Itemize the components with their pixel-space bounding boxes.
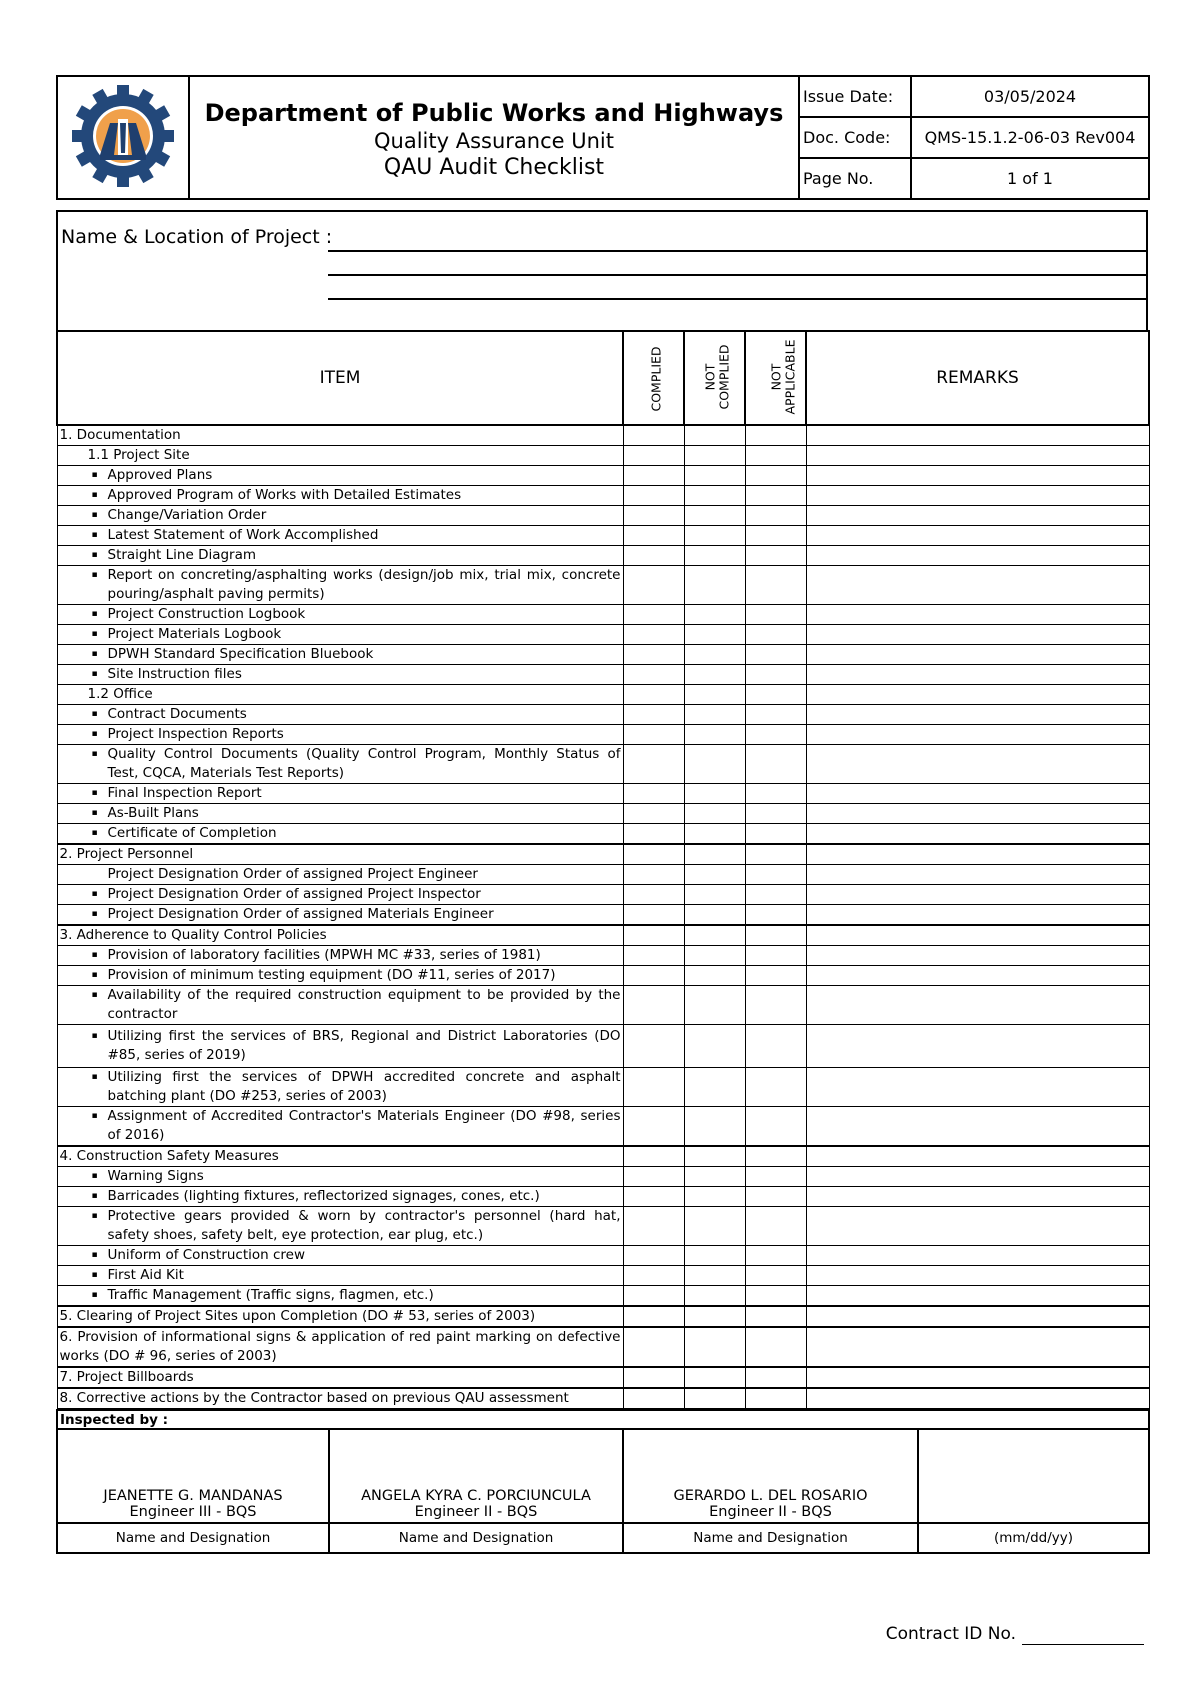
not-complied-cell[interactable] xyxy=(684,804,745,824)
not-applicable-cell[interactable] xyxy=(745,1246,806,1266)
not-applicable-cell[interactable] xyxy=(745,526,806,546)
complied-cell[interactable] xyxy=(623,446,684,466)
remarks-cell[interactable] xyxy=(806,1068,1149,1107)
checklist-item-text: ▪ Barricades (lighting fixtures, reflectorized signages, cones, etc.) xyxy=(57,1187,623,1207)
checklist-row xyxy=(57,486,1149,506)
not-applicable-cell[interactable] xyxy=(745,1167,806,1187)
checklist-row xyxy=(57,1167,1149,1187)
complied-cell[interactable] xyxy=(623,486,684,506)
checklist-item-text: Project Designation Order of assigned Project Engineer xyxy=(57,865,623,885)
checklist-row xyxy=(57,725,1149,745)
complied-cell[interactable] xyxy=(623,1246,684,1266)
checklist-row xyxy=(57,865,1149,885)
not-complied-cell[interactable] xyxy=(684,486,745,506)
signatory-2-name: ANGELA KYRA C. PORCIUNCULA xyxy=(361,1488,591,1504)
not-complied-cell[interactable] xyxy=(684,665,745,685)
not-complied-cell[interactable] xyxy=(684,905,745,926)
checklist-item-text: ▪ Provision of laboratory facilities (MPWH MC #33, series of 1981) xyxy=(57,946,623,966)
not-complied-cell[interactable] xyxy=(684,1207,745,1246)
not-complied-cell[interactable] xyxy=(684,605,745,625)
checklist-row xyxy=(57,1306,1149,1327)
not-applicable-cell[interactable] xyxy=(745,546,806,566)
not-applicable-cell[interactable] xyxy=(745,566,806,605)
complied-cell[interactable] xyxy=(623,1306,684,1327)
name-designation-label-1: Name and Designation xyxy=(57,1523,329,1553)
not-complied-cell[interactable] xyxy=(684,784,745,804)
not-complied-cell[interactable] xyxy=(684,966,745,986)
remarks-cell[interactable] xyxy=(806,665,1149,685)
contract-id-label: Contract ID No. xyxy=(885,1624,1016,1644)
complied-cell[interactable] xyxy=(623,1207,684,1246)
not-complied-cell[interactable] xyxy=(684,865,745,885)
checklist-row xyxy=(57,925,1149,946)
header-title-block xyxy=(189,76,799,199)
not-applicable-cell[interactable] xyxy=(745,946,806,966)
checklist-item-text: ▪ Project Inspection Reports xyxy=(57,725,623,745)
checklist-row xyxy=(57,645,1149,665)
checklist-row xyxy=(57,1187,1149,1207)
not-complied-cell[interactable] xyxy=(684,725,745,745)
complied-cell[interactable] xyxy=(623,946,684,966)
checklist-item-text: ▪ Traffic Management (Traffic signs, flagmen, etc.) xyxy=(57,1286,623,1307)
checklist-row xyxy=(57,425,1149,446)
not-applicable-cell[interactable] xyxy=(745,625,806,645)
not-complied-cell[interactable] xyxy=(684,745,745,784)
checklist-row xyxy=(57,1207,1149,1246)
not-complied-cell[interactable] xyxy=(684,1068,745,1107)
complied-cell[interactable] xyxy=(623,745,684,784)
not-applicable-cell[interactable] xyxy=(745,705,806,725)
project-name-label: Name & Location of Project : xyxy=(61,226,333,248)
not-complied-column-header: NOT COMPLIED xyxy=(684,331,745,425)
not-applicable-cell[interactable] xyxy=(745,1367,806,1388)
remarks-cell[interactable] xyxy=(806,905,1149,926)
project-name-line[interactable] xyxy=(328,250,1146,252)
checklist-item-text: ▪ As-Built Plans xyxy=(57,804,623,824)
complied-cell[interactable] xyxy=(623,905,684,926)
not-applicable-cell[interactable] xyxy=(745,645,806,665)
not-complied-cell[interactable] xyxy=(684,685,745,705)
not-applicable-cell[interactable] xyxy=(745,905,806,926)
remarks-cell[interactable] xyxy=(806,705,1149,725)
complied-cell[interactable] xyxy=(623,1367,684,1388)
not-complied-cell[interactable] xyxy=(684,946,745,966)
checklist-item-text: ▪ Quality Control Documents (Quality Control Program, Monthly Status of Test, CQCA, Materials Test Reports) xyxy=(57,745,623,784)
checklist-item-text: 4. Construction Safety Measures xyxy=(57,1146,623,1167)
checklist-item-text: ▪ Site Instruction files xyxy=(57,665,623,685)
checklist-header-row xyxy=(57,331,1149,425)
project-location-line[interactable] xyxy=(328,274,1146,276)
checklist-item-text: ▪ Uniform of Construction crew xyxy=(57,1246,623,1266)
not-applicable-cell[interactable] xyxy=(745,844,806,865)
complied-cell[interactable] xyxy=(623,986,684,1025)
remarks-cell[interactable] xyxy=(806,1367,1149,1388)
remarks-cell[interactable] xyxy=(806,1388,1149,1409)
checklist-row xyxy=(57,1286,1149,1307)
not-applicable-cell[interactable] xyxy=(745,605,806,625)
remarks-cell[interactable] xyxy=(806,526,1149,546)
signatory-2[interactable] xyxy=(329,1429,623,1523)
not-complied-cell[interactable] xyxy=(684,1187,745,1207)
remarks-cell[interactable] xyxy=(806,625,1149,645)
checklist-row xyxy=(57,784,1149,804)
remarks-cell[interactable] xyxy=(806,605,1149,625)
not-applicable-cell[interactable] xyxy=(745,745,806,784)
remarks-column-header: REMARKS xyxy=(806,331,1149,425)
checklist-item-text: ▪ Availability of the required construction equipment to be provided by the contractor xyxy=(57,986,623,1025)
complied-cell[interactable] xyxy=(623,865,684,885)
checklist-item-text: ▪ Project Designation Order of assigned Project Inspector xyxy=(57,885,623,905)
not-applicable-cell[interactable] xyxy=(745,1068,806,1107)
complied-cell[interactable] xyxy=(623,1266,684,1286)
remarks-cell[interactable] xyxy=(806,1286,1149,1307)
checklist-table xyxy=(56,330,1150,1409)
checklist-item-text: ▪ Latest Statement of Work Accomplished xyxy=(57,526,623,546)
checklist-item-text: 1.1 Project Site xyxy=(57,446,623,466)
org-name: Department of Public Works and Highways xyxy=(204,99,784,127)
remarks-cell[interactable] xyxy=(806,506,1149,526)
remarks-cell[interactable] xyxy=(806,966,1149,986)
not-applicable-cell[interactable] xyxy=(745,1146,806,1167)
checklist-row xyxy=(57,705,1149,725)
not-complied-cell[interactable] xyxy=(684,625,745,645)
remarks-cell[interactable] xyxy=(806,645,1149,665)
remarks-cell[interactable] xyxy=(806,865,1149,885)
not-complied-cell[interactable] xyxy=(684,824,745,845)
not-complied-cell[interactable] xyxy=(684,566,745,605)
checklist-item-text: ▪ Assignment of Accredited Contractor's Materials Engineer (DO #98, series of 2016) xyxy=(57,1107,623,1147)
not-applicable-cell[interactable] xyxy=(745,486,806,506)
complied-cell[interactable] xyxy=(623,645,684,665)
page-no-label: Page No. xyxy=(799,158,911,199)
checklist-row xyxy=(57,905,1149,926)
checklist-item-text: ▪ Protective gears provided & worn by contractor's personnel (hard hat, safety shoes, safety belt, eye protection, ear plug, etc.) xyxy=(57,1207,623,1246)
checklist-item-text: ▪ DPWH Standard Specification Bluebook xyxy=(57,645,623,665)
checklist-row xyxy=(57,1107,1149,1147)
unit-name: Quality Assurance Unit xyxy=(374,129,614,153)
checklist-item-text: ▪ Approved Plans xyxy=(57,466,623,486)
complied-column-header: COMPLIED xyxy=(623,331,684,425)
complied-cell[interactable] xyxy=(623,725,684,745)
checklist-row xyxy=(57,625,1149,645)
complied-cell[interactable] xyxy=(623,966,684,986)
remarks-cell[interactable] xyxy=(806,685,1149,705)
not-complied-cell[interactable] xyxy=(684,885,745,905)
contract-id xyxy=(886,1624,1144,1645)
document-title: QAU Audit Checklist xyxy=(383,155,605,180)
checklist-row xyxy=(57,804,1149,824)
checklist-item-text: ▪ Utilizing first the services of DPWH accredited concrete and asphalt batching plant (DO #253, series of 2003) xyxy=(57,1068,623,1107)
checklist-row xyxy=(57,1146,1149,1167)
checklist-row xyxy=(57,506,1149,526)
complied-cell[interactable] xyxy=(623,1327,684,1367)
remarks-cell[interactable] xyxy=(806,824,1149,845)
checklist-item-text: ▪ Straight Line Diagram xyxy=(57,546,623,566)
signatory-3-title: Engineer II - BQS xyxy=(709,1504,832,1520)
signatory-3-name: GERARDO L. DEL ROSARIO xyxy=(673,1488,868,1504)
checklist-row xyxy=(57,885,1149,905)
checklist-item-text: ▪ Project Materials Logbook xyxy=(57,625,623,645)
name-designation-label-3: Name and Designation xyxy=(623,1523,918,1553)
not-applicable-cell[interactable] xyxy=(745,506,806,526)
name-designation-label-2: Name and Designation xyxy=(329,1523,623,1553)
not-complied-cell[interactable] xyxy=(684,1146,745,1167)
dpwh-logo xyxy=(57,76,189,199)
not-applicable-cell[interactable] xyxy=(745,1327,806,1367)
not-applicable-cell[interactable] xyxy=(745,1286,806,1307)
date-signed-cell[interactable] xyxy=(918,1429,1149,1523)
remarks-cell[interactable] xyxy=(806,425,1149,446)
contract-id-field[interactable] xyxy=(1022,1624,1144,1645)
remarks-cell[interactable] xyxy=(806,1187,1149,1207)
not-applicable-cell[interactable] xyxy=(745,804,806,824)
checklist-row xyxy=(57,986,1149,1025)
checklist-row xyxy=(57,1327,1149,1367)
remarks-cell[interactable] xyxy=(806,986,1149,1025)
complied-cell[interactable] xyxy=(623,1025,684,1068)
not-applicable-cell[interactable] xyxy=(745,865,806,885)
complied-cell[interactable] xyxy=(623,784,684,804)
item-column-header: ITEM xyxy=(57,331,623,425)
complied-cell[interactable] xyxy=(623,804,684,824)
remarks-cell[interactable] xyxy=(806,946,1149,966)
complied-cell[interactable] xyxy=(623,546,684,566)
not-applicable-cell[interactable] xyxy=(745,1388,806,1409)
checklist-row xyxy=(57,1367,1149,1388)
complied-cell[interactable] xyxy=(623,1146,684,1167)
issue-date-label: Issue Date: xyxy=(799,76,911,117)
complied-cell[interactable] xyxy=(623,466,684,486)
checklist-row xyxy=(57,546,1149,566)
checklist-item-text: 5. Clearing of Project Sites upon Completion (DO # 53, series of 2003) xyxy=(57,1306,623,1327)
remarks-cell[interactable] xyxy=(806,546,1149,566)
complied-cell[interactable] xyxy=(623,705,684,725)
not-applicable-cell[interactable] xyxy=(745,1025,806,1068)
inspected-by-label: Inspected by : xyxy=(57,1410,1149,1429)
complied-cell[interactable] xyxy=(623,1167,684,1187)
not-complied-cell[interactable] xyxy=(684,1286,745,1307)
complied-cell[interactable] xyxy=(623,665,684,685)
project-extra-line[interactable] xyxy=(328,298,1146,300)
checklist-row xyxy=(57,946,1149,966)
not-applicable-cell[interactable] xyxy=(745,665,806,685)
checklist-row xyxy=(57,566,1149,605)
complied-cell[interactable] xyxy=(623,566,684,605)
remarks-cell[interactable] xyxy=(806,1207,1149,1246)
remarks-cell[interactable] xyxy=(806,1025,1149,1068)
not-applicable-cell[interactable] xyxy=(745,784,806,804)
not-applicable-cell[interactable] xyxy=(745,1187,806,1207)
checklist-row xyxy=(57,1266,1149,1286)
not-complied-cell[interactable] xyxy=(684,705,745,725)
complied-cell[interactable] xyxy=(623,526,684,546)
complied-cell[interactable] xyxy=(623,844,684,865)
not-applicable-cell[interactable] xyxy=(745,725,806,745)
not-complied-cell[interactable] xyxy=(684,1167,745,1187)
checklist-item-text: ▪ Provision of minimum testing equipment (DO #11, series of 2017) xyxy=(57,966,623,986)
remarks-cell[interactable] xyxy=(806,745,1149,784)
checklist-row xyxy=(57,966,1149,986)
checklist-item-text: 2. Project Personnel xyxy=(57,844,623,865)
not-complied-cell[interactable] xyxy=(684,546,745,566)
checklist-item-text: 7. Project Billboards xyxy=(57,1367,623,1388)
checklist-item-text: ▪ Warning Signs xyxy=(57,1167,623,1187)
project-name-section xyxy=(56,210,1148,330)
not-complied-cell[interactable] xyxy=(684,446,745,466)
signatory-2-title: Engineer II - BQS xyxy=(414,1504,538,1520)
not-complied-cell[interactable] xyxy=(684,925,745,946)
complied-cell[interactable] xyxy=(623,425,684,446)
checklist-item-text: ▪ Project Construction Logbook xyxy=(57,605,623,625)
checklist-item-text: ▪ Project Designation Order of assigned Materials Engineer xyxy=(57,905,623,926)
not-complied-cell[interactable] xyxy=(684,986,745,1025)
remarks-cell[interactable] xyxy=(806,1266,1149,1286)
not-applicable-cell[interactable] xyxy=(745,685,806,705)
remarks-cell[interactable] xyxy=(806,804,1149,824)
remarks-cell[interactable] xyxy=(806,1327,1149,1367)
not-applicable-cell[interactable] xyxy=(745,1207,806,1246)
not-applicable-cell[interactable] xyxy=(745,925,806,946)
checklist-row xyxy=(57,1246,1149,1266)
remarks-cell[interactable] xyxy=(806,925,1149,946)
complied-cell[interactable] xyxy=(623,605,684,625)
remarks-cell[interactable] xyxy=(806,446,1149,466)
checklist-item-text: ▪ Contract Documents xyxy=(57,705,623,725)
not-applicable-column-header: NOT APPLICABLE xyxy=(745,331,806,425)
checklist-row xyxy=(57,1068,1149,1107)
remarks-cell[interactable] xyxy=(806,1146,1149,1167)
checklist-item-text: ▪ Report on concreting/asphalting works (design/job mix, trial mix, concrete pouring/asphalt paving permits) xyxy=(57,566,623,605)
not-applicable-cell[interactable] xyxy=(745,425,806,446)
not-complied-cell[interactable] xyxy=(684,645,745,665)
remarks-cell[interactable] xyxy=(806,486,1149,506)
remarks-cell[interactable] xyxy=(806,784,1149,804)
checklist-item-text: ▪ First Aid Kit xyxy=(57,1266,623,1286)
not-complied-cell[interactable] xyxy=(684,844,745,865)
checklist-item-text: 8. Corrective actions by the Contractor based on previous QAU assessment xyxy=(57,1388,623,1409)
remarks-cell[interactable] xyxy=(806,466,1149,486)
not-applicable-cell[interactable] xyxy=(745,966,806,986)
page-no-value: 1 of 1 xyxy=(911,158,1149,199)
not-complied-cell[interactable] xyxy=(684,1107,745,1147)
checklist-row xyxy=(57,466,1149,486)
complied-cell[interactable] xyxy=(623,925,684,946)
checklist-item-text: ▪ Change/Variation Order xyxy=(57,506,623,526)
complied-cell[interactable] xyxy=(623,1286,684,1307)
not-applicable-cell[interactable] xyxy=(745,1107,806,1147)
date-format-label: (mm/dd/yy) xyxy=(918,1523,1149,1553)
not-complied-cell[interactable] xyxy=(684,1367,745,1388)
not-applicable-cell[interactable] xyxy=(745,446,806,466)
checklist-row xyxy=(57,1025,1149,1068)
signatory-1-name: JEANETTE G. MANDANAS xyxy=(103,1488,283,1504)
complied-cell[interactable] xyxy=(623,1388,684,1409)
signatory-1[interactable] xyxy=(57,1429,329,1523)
complied-cell[interactable] xyxy=(623,885,684,905)
checklist-row xyxy=(57,665,1149,685)
issue-date-value: 03/05/2024 xyxy=(911,76,1149,117)
complied-cell[interactable] xyxy=(623,685,684,705)
checklist-row xyxy=(57,526,1149,546)
remarks-cell[interactable] xyxy=(806,1167,1149,1187)
checklist-item-text: ▪ Certificate of Completion xyxy=(57,824,623,845)
remarks-cell[interactable] xyxy=(806,566,1149,605)
remarks-cell[interactable] xyxy=(806,725,1149,745)
complied-cell[interactable] xyxy=(623,506,684,526)
complied-cell[interactable] xyxy=(623,824,684,845)
checklist-row xyxy=(57,844,1149,865)
not-complied-cell[interactable] xyxy=(684,425,745,446)
signatory-1-title: Engineer III - BQS xyxy=(129,1504,257,1520)
not-complied-cell[interactable] xyxy=(684,1025,745,1068)
checklist-row xyxy=(57,824,1149,845)
checklist-item-text: 1.2 Office xyxy=(57,685,623,705)
not-complied-cell[interactable] xyxy=(684,1388,745,1409)
checklist-row xyxy=(57,605,1149,625)
complied-cell[interactable] xyxy=(623,625,684,645)
checklist-item-text: 3. Adherence to Quality Control Policies xyxy=(57,925,623,946)
checklist-row xyxy=(57,745,1149,784)
remarks-cell[interactable] xyxy=(806,844,1149,865)
checklist-row xyxy=(57,446,1149,466)
complied-cell[interactable] xyxy=(623,1068,684,1107)
doc-code-value: QMS-15.1.2-06-03 Rev004 xyxy=(911,117,1149,158)
complied-cell[interactable] xyxy=(623,1187,684,1207)
not-applicable-cell[interactable] xyxy=(745,466,806,486)
not-complied-cell[interactable] xyxy=(684,466,745,486)
not-complied-cell[interactable] xyxy=(684,1306,745,1327)
not-applicable-cell[interactable] xyxy=(745,1266,806,1286)
not-complied-cell[interactable] xyxy=(684,506,745,526)
checklist-page xyxy=(56,75,1148,1554)
checklist-item-text: 6. Provision of informational signs & application of red paint marking on defective works (DO # 96, series of 2003) xyxy=(57,1327,623,1367)
not-complied-cell[interactable] xyxy=(684,1266,745,1286)
checklist-row xyxy=(57,685,1149,705)
checklist-item-text: ▪ Utilizing first the services of BRS, Regional and District Laboratories (DO #85, series of 2019) xyxy=(57,1025,623,1068)
not-complied-cell[interactable] xyxy=(684,1246,745,1266)
not-complied-cell[interactable] xyxy=(684,526,745,546)
remarks-cell[interactable] xyxy=(806,1306,1149,1327)
not-applicable-cell[interactable] xyxy=(745,1306,806,1327)
signature-table xyxy=(56,1409,1150,1554)
doc-code-label: Doc. Code: xyxy=(799,117,911,158)
complied-cell[interactable] xyxy=(623,1107,684,1147)
not-applicable-cell[interactable] xyxy=(745,986,806,1025)
checklist-item-text: ▪ Approved Program of Works with Detailed Estimates xyxy=(57,486,623,506)
checklist-item-text: ▪ Final Inspection Report xyxy=(57,784,623,804)
not-applicable-cell[interactable] xyxy=(745,885,806,905)
remarks-cell[interactable] xyxy=(806,885,1149,905)
not-complied-cell[interactable] xyxy=(684,1327,745,1367)
remarks-cell[interactable] xyxy=(806,1107,1149,1147)
checklist-row xyxy=(57,1388,1149,1409)
checklist-item-text: 1. Documentation xyxy=(57,425,623,446)
document-header xyxy=(56,75,1150,200)
remarks-cell[interactable] xyxy=(806,1246,1149,1266)
signatory-3[interactable] xyxy=(623,1429,918,1523)
not-applicable-cell[interactable] xyxy=(745,824,806,845)
gear-logo-icon xyxy=(70,83,176,189)
